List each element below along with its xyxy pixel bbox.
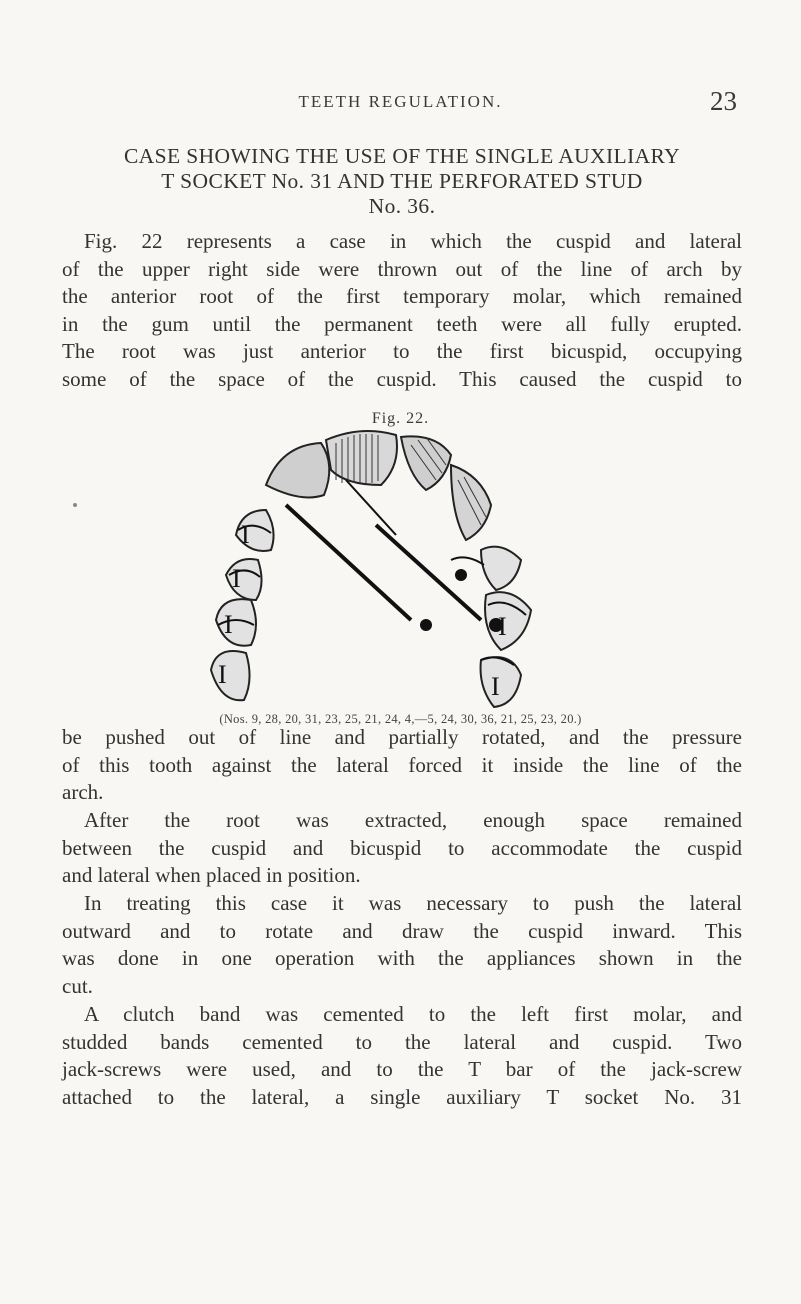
text-line: the anterior root of the first temporary molar, which remained bbox=[62, 284, 742, 308]
text-line: was done in one operation with the appliances shown in the bbox=[62, 946, 742, 970]
running-title: TEETH REGULATION. bbox=[298, 92, 503, 111]
tooth-symbol: I bbox=[241, 520, 250, 549]
incisor-tooth-left bbox=[266, 443, 329, 497]
paragraph-continuation bbox=[62, 724, 742, 807]
lateral-tooth-right bbox=[451, 465, 491, 540]
stud-lateral bbox=[455, 569, 467, 581]
text-line: A clutch band was cemented to the left first molar, and bbox=[84, 1002, 742, 1026]
page-header bbox=[0, 86, 801, 122]
tooth-symbol: I bbox=[498, 612, 507, 641]
text-line: studded bands cemented to the lateral and cuspid. Two bbox=[62, 1029, 742, 1054]
dental-appliance-figure bbox=[196, 425, 616, 710]
paragraph-clutch-band bbox=[62, 1001, 742, 1111]
text-line: in the gum until the permanent teeth were all fully erupted. bbox=[62, 311, 742, 336]
appliance-numbers: (Nos. 9, 28, 20, 31, 23, 25, 21, 24, 4,—5, 24, 30, 36, 21, 25, 23, 20.) bbox=[219, 712, 582, 726]
text-line: arch. bbox=[62, 780, 104, 804]
text-line: Fig. 22 represents a case in which the cuspid and lateral bbox=[84, 229, 742, 253]
incisor-tooth-right bbox=[401, 436, 451, 490]
text-line: After the root was extracted, enough space remained bbox=[84, 808, 742, 832]
band-lateral bbox=[451, 557, 484, 565]
page-number: 23 bbox=[710, 86, 737, 116]
text-line: between the cuspid and bicuspid to accommodate the cuspid bbox=[62, 835, 742, 860]
text-line: outward and to rotate and draw the cuspid inward. This bbox=[62, 918, 742, 943]
perforated-stud bbox=[420, 619, 432, 631]
text-line: The root was just anterior to the first bicuspid, occupying bbox=[62, 339, 742, 363]
paragraph-treating bbox=[62, 890, 742, 1000]
tooth-symbol: I bbox=[232, 564, 241, 593]
incisor-tooth-central bbox=[326, 431, 397, 485]
text-line: In treating this case it was necessary to push the lateral bbox=[84, 891, 742, 915]
cuspid-tooth-right bbox=[481, 547, 521, 590]
figure-caption: Fig. 22. bbox=[371, 410, 430, 427]
text-line: some of the space of the cuspid. This caused the cuspid to bbox=[62, 366, 742, 391]
paragraph-root-extracted bbox=[62, 807, 742, 890]
text-line: cut. bbox=[62, 973, 93, 998]
heading-line: CASE SHOWING THE USE OF THE SINGLE AUXILIARY bbox=[123, 144, 681, 168]
section-heading bbox=[62, 144, 742, 219]
tooth-symbol: I bbox=[491, 672, 500, 701]
molar-tooth-right bbox=[481, 657, 521, 707]
tooth-symbol: I bbox=[224, 610, 233, 639]
text-line: be pushed out of line and partially rotated, and the pressure bbox=[62, 725, 742, 749]
heading-line: No. 36. bbox=[368, 194, 436, 218]
molar-tooth-left-2 bbox=[211, 651, 250, 700]
heading-line: T SOCKET No. 31 AND THE PERFORATED STUD bbox=[161, 169, 643, 193]
speck-mark bbox=[73, 503, 77, 507]
text-line: of this tooth against the lateral forced it inside the line of the bbox=[62, 752, 742, 777]
jack-screw-small bbox=[346, 480, 396, 535]
text-line: and lateral when placed in position. bbox=[62, 863, 361, 887]
paragraph-fig22-intro bbox=[62, 228, 742, 393]
jack-screw-left bbox=[286, 505, 411, 620]
text-line: jack-screws were used, and to the T bar of the jack-screw bbox=[62, 1057, 742, 1081]
text-line: attached to the lateral, a single auxiliary T socket No. 31 bbox=[62, 1084, 742, 1109]
text-line: of the upper right side were thrown out of the line of arch by bbox=[62, 256, 742, 281]
tooth-symbol: I bbox=[218, 660, 227, 689]
